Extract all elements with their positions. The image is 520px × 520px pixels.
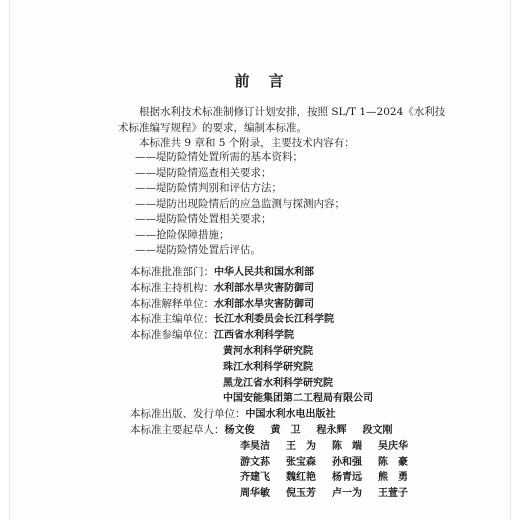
participants-label: 本标准参编单位： [130,329,214,342]
list-item: ——堤防出现险情后的应急监测与探测内容； [135,197,345,210]
standard-metadata [130,265,460,502]
drafter-name: 杨文俊 [224,424,255,436]
participants-row-cont [130,391,460,407]
list-item: ——堤防险情巡查相关要求； [135,166,272,179]
summary-text: 本标准共 9 章和 5 个附录，主要技术内容有： [139,137,355,149]
host-label: 本标准主持机构： [130,281,214,294]
editor-value: 长江水利委员会长江科学院 [214,314,334,326]
participant-unit: 珠江水利科学研究院 [223,361,313,373]
participants-row-cont [130,360,460,376]
page-title: 前 言 [234,72,286,90]
participant-unit: 黄河水利科学研究院 [223,345,313,357]
participant-unit: 中国安能集团第二工程局有限公司 [223,393,373,405]
drafter-name: 陈 豪 [378,456,408,468]
list-item: ——堤防险情判别和评估方法； [135,182,282,194]
document-page [10,0,510,520]
intro-paragraph [118,105,448,152]
drafters-row-cont [130,486,460,502]
drafter-name: 王 为 [286,440,316,452]
drafter-name: 杨青远 [332,472,362,484]
interpret-row [130,297,460,313]
drafter-name: 李昊洁 [240,440,270,452]
drafter-name: 吴庆华 [378,440,408,452]
drafters-row-cont [130,439,460,455]
contents-list [118,150,448,259]
drafter-names [225,423,403,439]
approval-value: 中华人民共和国水利部 [214,267,314,278]
drafter-name: 张宝森 [286,456,316,468]
drafter-name: 陈 端 [332,440,362,452]
drafters-row-cont [130,470,460,486]
drafter-names [240,470,418,486]
participants-row-cont [130,344,460,360]
participants-row-cont [130,376,460,392]
approval-row [130,265,460,281]
drafters-label: 本标准主要起草人： [130,423,225,436]
drafter-name: 熊 勇 [378,472,408,484]
participants-row [130,328,460,344]
publisher-row [130,407,460,423]
drafter-names [240,455,418,471]
drafter-names [240,486,418,502]
editor-label: 本标准主编单位： [130,313,214,326]
interpret-value: 水利部水旱灾害防御司 [214,298,314,310]
intro-text: 根据水利技术标准制修订计划安排，按照 SL/T 1—2024《水利技术标准编写规程》的要求，编制本标准。 [118,106,446,134]
host-row [130,281,460,297]
editor-row [130,312,460,328]
interpret-label: 本标准解释单位： [130,297,214,310]
drafter-name: 周华敏 [240,488,270,500]
drafter-name: 齐建飞 [240,472,270,484]
participant-unit: 江西省水利科学院 [214,330,294,342]
drafter-name: 魏红艳 [286,472,316,484]
participant-unit: 黑龙江省水利科学研究院 [223,377,333,389]
drafters-row-cont [130,455,460,471]
list-item: ——堤防险情处置所需的基本资料； [135,151,303,163]
drafter-name: 游文荪 [240,456,270,468]
publisher-label: 本标准出版、发行单位： [130,408,246,421]
drafter-name: 程永辉 [316,424,347,436]
drafter-name: 卢一为 [332,488,362,500]
list-item: ——堤防险情处置后评估。 [135,244,261,256]
drafter-name: 孙和强 [332,456,362,468]
drafter-name: 倪玉芳 [286,488,316,500]
approval-label: 本标准批准部门： [130,266,214,278]
publisher-value: 中国水利水电出版社 [245,409,336,421]
drafter-name: 王萱子 [378,488,408,500]
host-value: 水利部水旱灾害防御司 [214,282,314,294]
list-item: ——堤防险情处置相关要求； [135,213,272,225]
drafter-name: 黄 卫 [270,424,301,436]
drafter-names [240,439,418,455]
drafters-row [130,423,460,439]
list-item: ——抢险保障措施； [135,228,230,241]
drafter-name: 段文刚 [362,424,393,436]
